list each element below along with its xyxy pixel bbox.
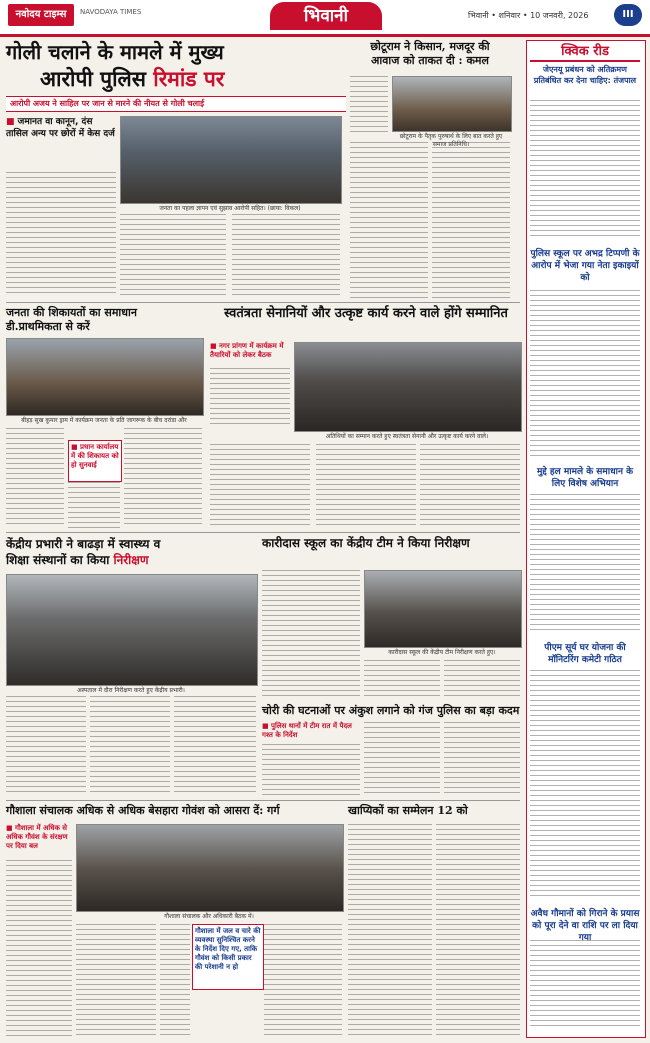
sammelan-body-col2 bbox=[436, 824, 520, 1036]
goshala-sub: ■ गौशाला में अधिक से अधिक गौवंश के संरक्षण पर दिया बल bbox=[6, 824, 68, 850]
theft-sub: ■ पुलिस थानों में टीम रात में पैदल गश्त के निर्देश bbox=[262, 722, 352, 739]
freedom-sub: ■ नगर प्रांगण में कार्यक्रम में तैयारियों को लेकर बैठक bbox=[210, 342, 284, 359]
chhoturam-headline bbox=[350, 40, 510, 68]
divider-3 bbox=[6, 800, 520, 801]
lead-photo-caption: जनता का पहला ज्ञापन एवं सुझाव आरोपी सहित। (छाया: विकल) bbox=[159, 205, 301, 212]
freedom-body-col1 bbox=[210, 444, 310, 528]
divider-2 bbox=[6, 532, 520, 533]
goshala-body-col3 bbox=[160, 924, 190, 1036]
section-title: भिवानी bbox=[270, 2, 382, 30]
freedom-photo bbox=[294, 342, 522, 432]
theft-headline: चोरी की घटनाओं पर अंकुश लगाने को गंज पुलिस का बड़ा कदम bbox=[262, 704, 520, 717]
lead-headline-line1-text: गोली चलाने के मामले में मुख्य bbox=[6, 40, 224, 64]
lead-body-col3 bbox=[232, 214, 340, 298]
central-headline-line2-prefix: शिक्षा संस्थानों का किया bbox=[6, 553, 114, 567]
goshala-photo-caption: गौशाला संचालक और अधिकारी बैठक में। bbox=[164, 913, 254, 920]
janta-headline-line1: जनता की शिकायतों का समाधान bbox=[6, 306, 138, 319]
central-body-col2 bbox=[90, 696, 170, 796]
central-headline bbox=[6, 536, 256, 568]
goshala-body-col1 bbox=[6, 860, 72, 1036]
central-photo bbox=[6, 574, 258, 686]
janta-headline bbox=[6, 306, 206, 334]
lead-sub-bullet-text: जमानत वा कानून, दंस तासिल अन्य पर छोरों में केस दर्ज bbox=[6, 117, 115, 139]
goshala-headline: गौशाला संचालक अधिक से अधिक बेसहारा गोवंश को आसरा दें: गर्ग bbox=[6, 804, 280, 817]
chhoturam-photo-caption: छोटूराम के पैतृक पुरुषार्थ के लिए बात करते हुए समाज प्रतिनिधि। bbox=[399, 133, 503, 148]
goshala-quote-box: गौशाला में जल व चारे की व्यवस्था सुनिश्चित करने के निर्देश दिए गए, ताकि गौवंश को किसी प्रकार की परेशानी न हो bbox=[192, 924, 264, 990]
lead-headline-highlight: रिमांड पर bbox=[153, 66, 225, 91]
newspaper-brand-sub: NAVODAYA TIMES bbox=[80, 8, 142, 16]
goshala-body-col4 bbox=[264, 924, 342, 1036]
chhoturam-body-col1 bbox=[350, 142, 428, 298]
sidebar-item4-headline: पीएम सूर्य घर योजना की मॉनिटरिंग कमेटी गठित bbox=[544, 643, 626, 665]
chhoturam-body-intro bbox=[350, 76, 388, 136]
freedom-body-col2 bbox=[316, 444, 416, 528]
sidebar-item3-body bbox=[530, 494, 640, 634]
sammelan-headline: खाप्यिकों का सम्मेलन 12 को bbox=[348, 804, 468, 817]
chhoturam-headline-line1: छोटूराम ने किसान, मजदूर की bbox=[370, 40, 490, 53]
lead-strap: आरोपी अजय ने साहिल पर जान से मारने की नीयत से गोली चलाई bbox=[6, 96, 346, 112]
goshala-photo bbox=[76, 824, 344, 912]
chhoturam-photo bbox=[392, 76, 512, 132]
lead-sub-bullet: ■ जमानत वा कानून, दंस तासिल अन्य पर छोरों में केस दर्ज bbox=[6, 117, 115, 139]
chhoturam-headline-line2: आवाज को ताकत दी : कमल bbox=[371, 54, 489, 67]
page-number: III bbox=[614, 4, 642, 26]
sidebar-title: क्विक रीड bbox=[530, 44, 640, 62]
janta-body-col1 bbox=[6, 428, 64, 528]
theft-body-col3 bbox=[444, 722, 520, 796]
sidebar-item5-headline: अवैध गौमानों को गिराने के प्रयास को पूरा देने वा राशि पर ला दिया गया bbox=[530, 909, 640, 943]
school-headline: कारीदास स्कूल का केंद्रीय टीम ने किया निरीक्षण bbox=[262, 536, 470, 550]
janta-body-col3 bbox=[124, 428, 202, 528]
sidebar-item5-body bbox=[530, 940, 640, 1030]
central-headline-highlight: निरीक्षण bbox=[113, 553, 149, 567]
grievance-callout: ■ प्रधान कार्यालय में की शिकायत को हो सुनवाई bbox=[68, 440, 122, 482]
newspaper-brand: नवोदय टाइम्स bbox=[8, 4, 74, 26]
central-headline-line1: केंद्रीय प्रभारी ने बाढड़ा में स्वास्थ्य व bbox=[6, 537, 161, 551]
hospital-photo-caption: बीहड़ सुख कुमार ड्राम में कार्यक्रम जनता के प्रति जागरूक के बीच दरांडा और bbox=[21, 417, 187, 424]
lead-headline-line2 bbox=[40, 66, 340, 92]
theft-body-col2 bbox=[364, 722, 440, 796]
theft-body-col1 bbox=[262, 744, 360, 796]
janta-headline-line2: डी.प्राथमिकता से करें bbox=[6, 320, 90, 333]
central-photo-caption: अस्पताल में दौरा निरीक्षण करते हुए केंद्रीय प्रभारी। bbox=[77, 687, 185, 694]
lead-headline-line2-prefix: आरोपी पुलिस bbox=[40, 66, 154, 91]
school-body-col3 bbox=[444, 660, 520, 700]
divider-1 bbox=[6, 302, 520, 303]
freedom-body-col3 bbox=[420, 444, 520, 528]
date-line: भिवानी • शनिवार • 10 जनवरी, 2026 bbox=[468, 11, 589, 20]
freedom-photo-caption: अतिथियों का सम्मान करते हुए स्वतंत्रता सेनानी और उत्कृष्ट कार्य करने वाले। bbox=[325, 433, 489, 440]
janta-body-col2 bbox=[68, 482, 120, 528]
school-photo bbox=[364, 570, 522, 648]
goshala-body-col2 bbox=[76, 924, 156, 1036]
sidebar-item2-body bbox=[530, 290, 640, 460]
freedom-body-intro bbox=[210, 368, 290, 428]
central-body-col1 bbox=[6, 696, 86, 796]
freedom-headline: स्वतंत्रता सेनानियों और उत्कृष्ट कार्य करने वाले होंगे सम्मानित bbox=[224, 306, 508, 321]
chhoturam-body-col2 bbox=[432, 142, 510, 298]
sidebar-item3-headline: मुद्दे हल मामले के समाधान के लिए विशेष अभियान bbox=[537, 467, 633, 489]
sidebar-item1-headline: जेएनयू प्रबंधन को अतिक्रमण प्रतिबंधित कर देना चाहिए: तंजपाल bbox=[533, 65, 637, 85]
school-photo-caption: कारीदास स्कूल की केंद्रीय टीम निरीक्षण करते हुए। bbox=[388, 649, 496, 656]
school-body-col1 bbox=[262, 570, 360, 700]
central-body-col3 bbox=[174, 696, 256, 796]
lead-body-col1 bbox=[6, 172, 116, 297]
sammelan-body-col1 bbox=[348, 824, 432, 1036]
lead-photo bbox=[120, 116, 342, 204]
sidebar-item4-body bbox=[530, 670, 640, 900]
hospital-photo bbox=[6, 338, 204, 416]
sidebar-item2-headline: पुलिस स्कूल पर अभद्र टिप्पणी के आरोप में भेजा गया नेता इकाइयों को bbox=[530, 249, 640, 283]
lead-body-col2 bbox=[120, 214, 226, 298]
sidebar-item1-body bbox=[530, 100, 640, 240]
school-body-col2 bbox=[364, 660, 440, 700]
